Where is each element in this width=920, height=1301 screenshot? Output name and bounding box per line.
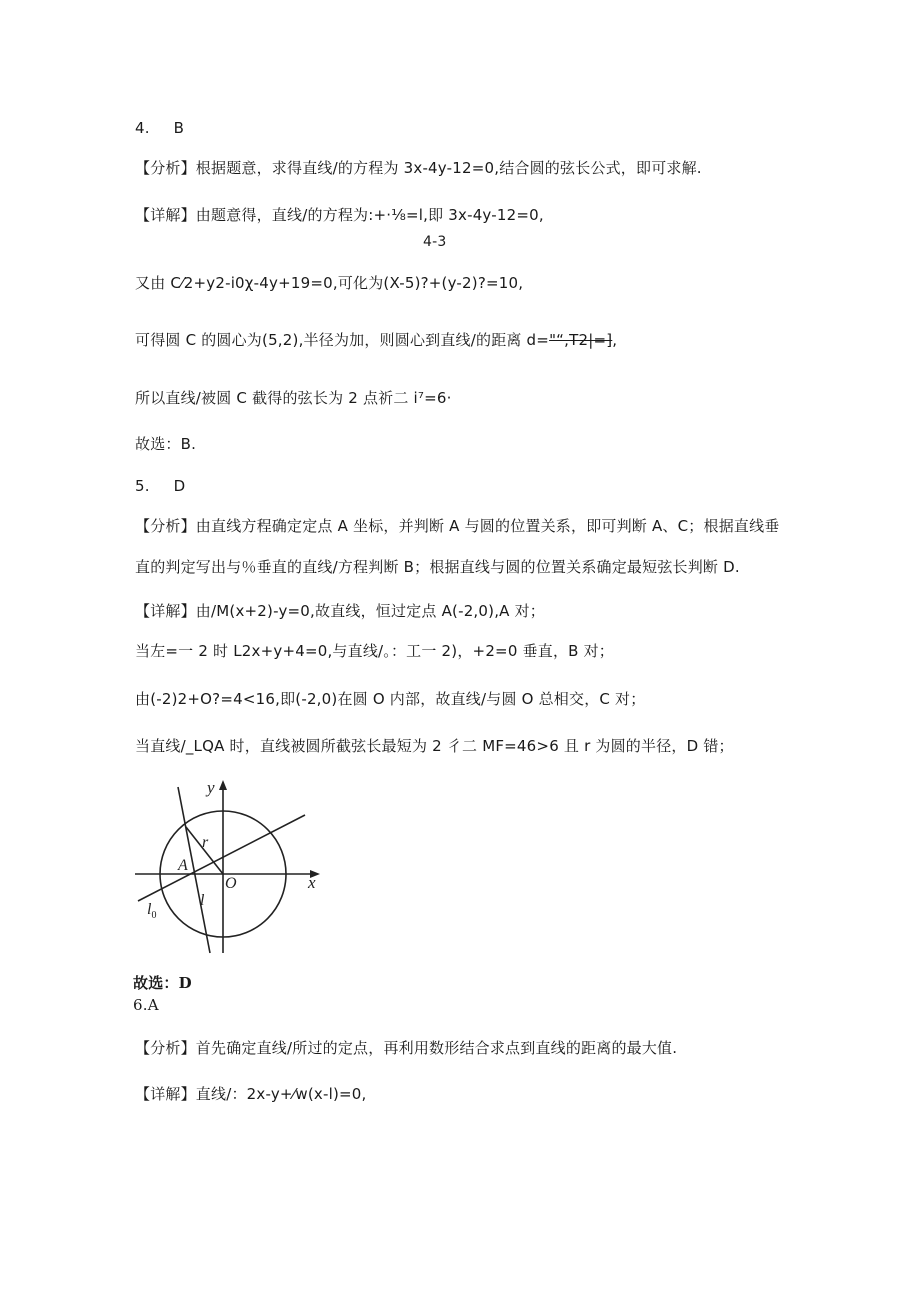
q4-analysis: 【分析】根据题意，求得直线/的方程为 3x-4y-12=0,结合圆的弦长公式，即可求解. — [135, 159, 702, 177]
q4-center-distance — [135, 330, 617, 350]
q5-detail-line4: 当直线/_LQA 时，直线被圆所截弦长最短为 2 彳二 MF=46>6 且 r 为圆的半径，D 错； — [135, 737, 734, 755]
q5-number: 5. — [135, 477, 150, 495]
q6-detail: 【详解】直线/：2x-y+⁄w(x-l)=0, — [135, 1085, 367, 1103]
q4-center-prefix: 可得圆 C 的圆心为(5,2),半径为加，则圆心到直线/的距离 d= — [135, 331, 550, 349]
label-l0-sub: 0 — [151, 910, 157, 921]
y-axis-arrow — [219, 780, 227, 790]
q4-answer: B — [173, 119, 185, 137]
label-l0 — [147, 901, 156, 921]
q5-detail-line3: 由(-2)2+O?=4<16,即(-2,0)在圆 O 内部，故直线/与圆 O 总相交，C 对； — [135, 690, 646, 708]
q4-center-struck: "“,T2|=] — [549, 331, 613, 349]
q5-heading — [135, 476, 185, 496]
q5-detail-line2: 当左=一 2 时 L2x+y+4=0,与直线/。：工一 2)，+2=0 垂直，B 对； — [135, 642, 614, 660]
q4-detail-fraction: 4-3 — [423, 234, 447, 250]
label-a: A — [178, 857, 188, 874]
q4-heading — [135, 118, 184, 138]
label-l: l — [200, 892, 205, 909]
q5-detail-line1: 【详解】由/M(x+2)-y=0,故直线，恒过定点 A(-2,0),A 对； — [135, 602, 545, 620]
q4-circle-equation: 又由 C⁄2+y2-i0χ-4y+19=0,可化为(X-5)?+(y-2)?=10, — [135, 274, 524, 292]
label-r: r — [202, 834, 209, 851]
q6-heading: 6.A — [133, 996, 159, 1014]
q4-choice: 故选：B. — [135, 435, 197, 453]
label-x: x — [308, 873, 316, 892]
line-l0 — [138, 815, 305, 901]
q6-analysis: 【分析】首先确定直线/所过的定点，再利用数形结合求点到直线的距离的最大值. — [135, 1039, 678, 1057]
label-l0-main: l — [147, 901, 152, 918]
circle-lines-figure — [130, 775, 330, 955]
q4-chord-length: 所以直线/被圆 C 截得的弦长为 2 点祈二 i⁷=6· — [135, 389, 452, 407]
q5-analysis-line2: 直的判定写出与％垂直的直线/方程判断 B；根据直线与圆的位置关系确定最短弦长判断 D. — [135, 558, 740, 576]
label-o: O — [225, 875, 237, 892]
q5-choice: 故选：D — [133, 974, 192, 992]
q4-detail-line1: 【详解】由题意得，直线/的方程为:+·⅛=l,即 3x-4y-12=0, — [135, 206, 544, 224]
q5-answer: D — [173, 477, 186, 495]
q5-analysis-line1: 【分析】由直线方程确定定点 A 坐标，并判断 A 与圆的位置关系，即可判断 A、C；根据直线垂 — [135, 517, 780, 535]
q4-number: 4. — [135, 119, 150, 137]
q4-center-suffix: , — [612, 331, 618, 349]
label-y: y — [207, 778, 215, 797]
